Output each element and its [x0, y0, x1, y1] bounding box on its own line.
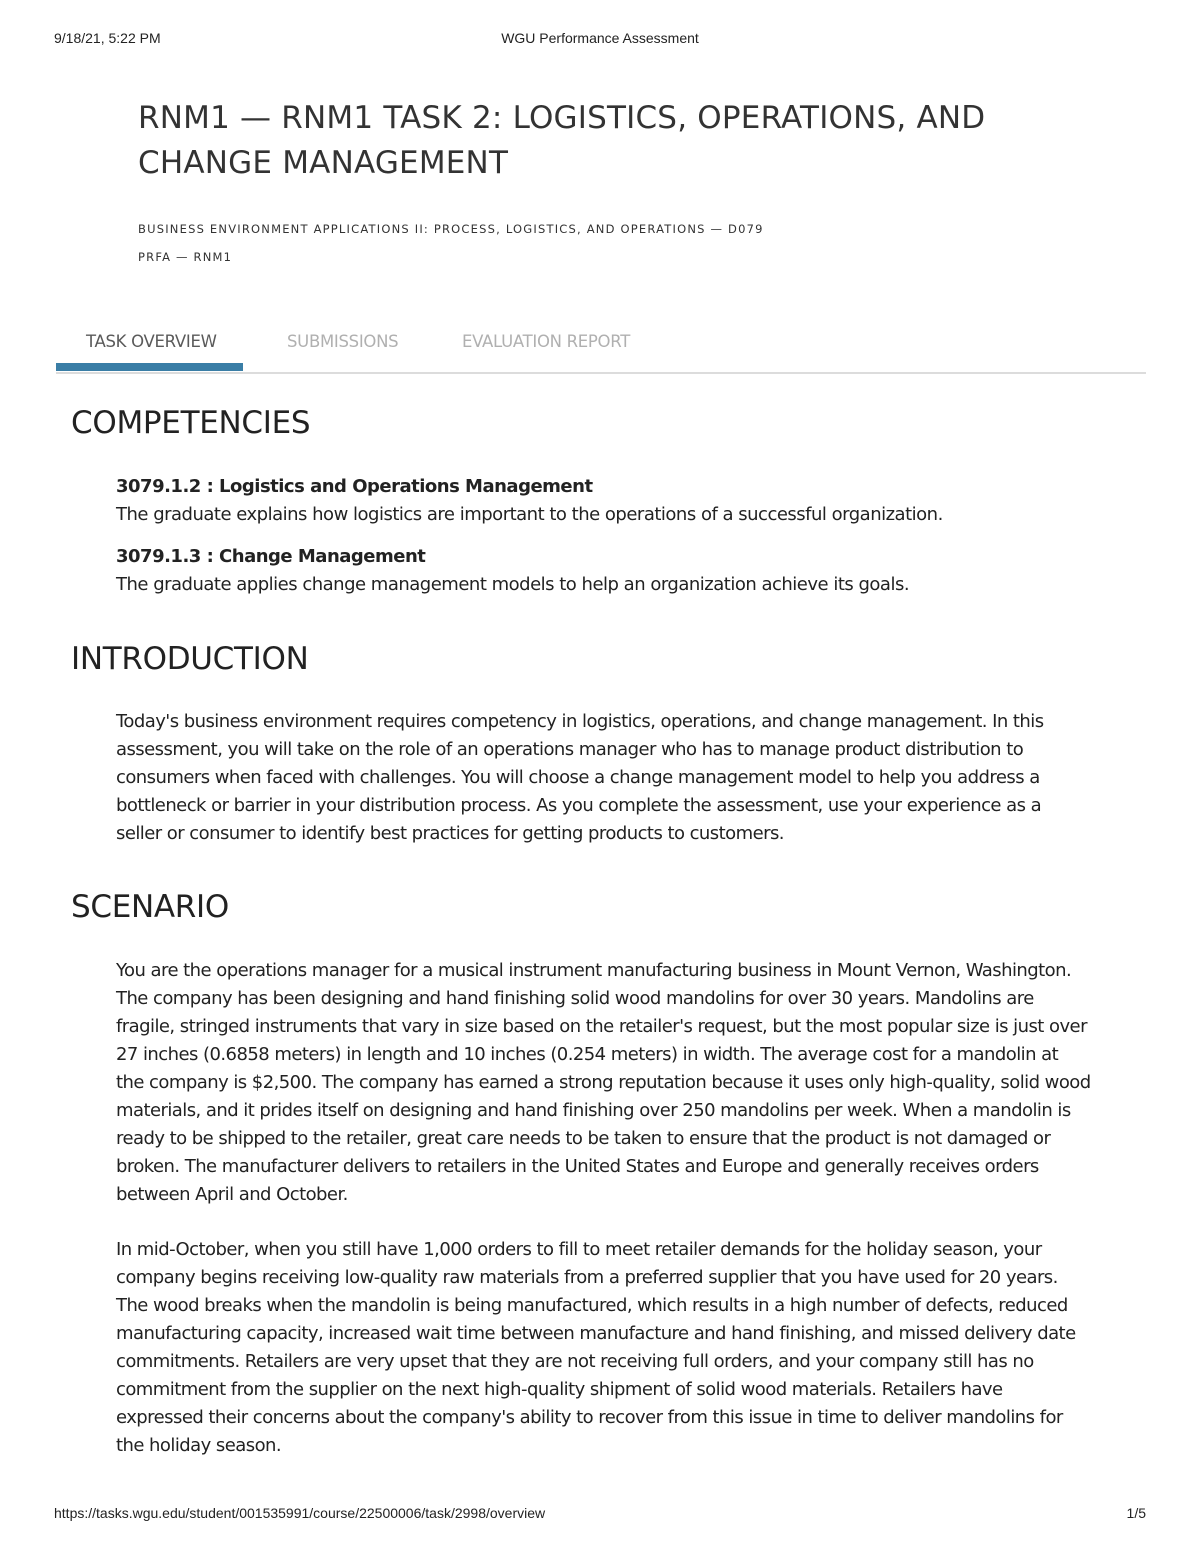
scenario-paragraph: In mid-October, when you still have 1,000 orders to fill to meet retailer demands for the holiday season, your company begins receiving low-quality raw materials from a preferred supplier that you have used for 20 years. The wood breaks when the mandolin is being manufactured, which results in a high number of defects, reduced manufacturing capacity, increased wait time between manufacture and hand finishing, and missed delivery date commitments. Retailers are very upset that they are not receiving full orders, and your company still has no commitment from the supplier on the next high-quality shipment of solid wood materials. Retailers have expressed their concerns about the company's ability to recover from this issue in time to deliver mandolins for the holiday season.	[116, 1239, 1076, 1456]
introduction-text: Today's business environment requires competency in logistics, operations, and change management. In this assessment, you will take on the role of an operations manager who has to manage product distribution to consumers when faced with challenges. You will choose a change management model to help you address a bottleneck or barrier in your distribution process. As you complete the assessment, use your experience as a seller or consumer to identify best practices for getting products to customers.	[116, 711, 1044, 844]
competency-description: The graduate explains how logistics are important to the operations of a successful organization.	[116, 504, 943, 525]
print-url: https://tasks.wgu.edu/student/001535991/course/22500006/task/2998/overview	[54, 1505, 546, 1521]
tab-task-overview[interactable]: TASK OVERVIEW	[86, 332, 217, 351]
print-footer	[0, 1505, 1200, 1525]
scenario-heading: SCENARIO	[71, 889, 229, 925]
introduction-heading: INTRODUCTION	[71, 641, 309, 677]
course-name: BUSINESS ENVIRONMENT APPLICATIONS II: PROCESS, LOGISTICS, AND OPERATIONS — D079	[138, 222, 764, 236]
print-datetime: 9/18/21, 5:22 PM	[54, 30, 161, 46]
active-tab-indicator	[56, 363, 243, 371]
tab-evaluation-report[interactable]: EVALUATION REPORT	[462, 332, 630, 351]
competency-title: 3079.1.3 : Change Management	[116, 546, 426, 567]
scenario-paragraph: You are the operations manager for a musical instrument manufacturing business in Mount Vernon, Washington. The company has been designing and hand finishing solid wood mandolins for over 30 years. Mandolins are fragile, stringed instruments that vary in size based on the retailer's request, but the most popular size is just over 27 inches (0.6858 meters) in length and 10 inches (0.254 meters) in width. The average cost for a mandolin at the company is $2,500. The company has earned a strong reputation because it uses only high-quality, solid wood materials, and it prides itself on designing and hand finishing over 250 mandolins per week. When a mandolin is ready to be shipped to the retailer, great care needs to be taken to ensure that the product is not damaged or broken. The manufacturer delivers to retailers in the United States and Europe and generally receives orders between April and October.	[116, 960, 1091, 1205]
competency-title: 3079.1.2 : Logistics and Operations Management	[116, 476, 593, 497]
competencies-heading: COMPETENCIES	[71, 405, 311, 441]
competency-description: The graduate applies change management models to help an organization achieve its goals.	[116, 574, 910, 595]
assessment-code: PRFA — RNM1	[138, 250, 233, 264]
print-header	[0, 30, 1200, 50]
tab-submissions[interactable]: SUBMISSIONS	[287, 332, 399, 351]
print-page-number: 1/5	[1126, 1505, 1146, 1521]
task-tabs	[56, 328, 1146, 374]
print-page-title: WGU Performance Assessment	[501, 30, 699, 46]
task-title: RNM1 — RNM1 TASK 2: LOGISTICS, OPERATIONS, AND CHANGE MANAGEMENT	[138, 100, 986, 181]
